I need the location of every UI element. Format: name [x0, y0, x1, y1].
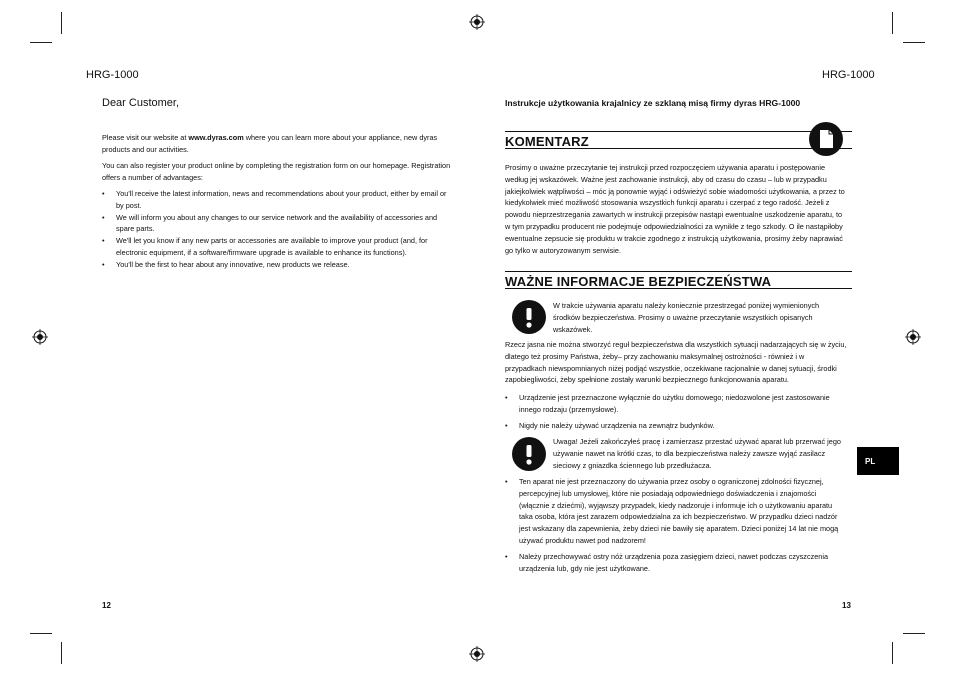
safety-intro: Rzecz jasna nie można stworzyć reguł bezpieczeństwa dla wszystkich sytuacji nadarzających się w życiu, dlatego też prosimy Państwa, żeby– przy zachowaniu maksymalnej ostrożności - również i w przypadkach niewspomnianych niżej podjąć wszystkie, oczekiwane racjonalnie w danej sytuacji, środki zapobiegliwości, żeby spełnione zostały warunki bezpiecznego funkcjonowania aparatu. — [505, 340, 847, 385]
list-item: • You'll be the first to hear about any innovative, new products we release. — [102, 259, 452, 271]
visit-text-post: where you can learn more about your appliance, new dyras products and our activities. — [102, 133, 438, 154]
document-icon — [809, 122, 843, 156]
safety-title: WAŻNE INFORMACJE BEZPIECZEŃSTWA — [505, 271, 852, 289]
crop-mark — [30, 42, 52, 43]
visit-text-pre: Please visit our website at — [102, 133, 189, 142]
advantages-list — [102, 188, 452, 271]
komentarz-text: Prosimy o uważne przeczytanie tej instrukcji przed rozpoczęciem używania aparatu i postępowanie według jej wskazówek. Ważne jest zachowanie instrukcji, aby od czasu do czasu – lub w przypadku jakiejkolwiek wątpliwości – móc ją ponownie wyjąć i odświeżyć sobie wiadomości użytkowania, a przez to kiedykolwiek mieć możliwość stosowania wszystkich funkcji aparatu i czerpać z tego radość. Jeżeli z powodu nieprzestrzegania zawartych w instrukcji przepisów nastąpi ewentualne uszkodzenie aparatu, to w tym przypadku producent nie podejmuje odpowiedzialności za wynikłe z tego szkody. O ile nastąpiłoby ewentualne zepsucie się produktu w trakcie zgodnego z instrukcją użytkowania, prosimy żeby naprawiać go tylko w autoryzowanym serwisie. — [505, 163, 845, 255]
safety-list-a — [505, 392, 843, 431]
list-item: • Należy przechowywać ostry nóż urządzenia poza zasięgiem dzieci, nawet podczas czyszczenia urządzenia lub, gdy nie jest użytkowane. — [505, 551, 843, 575]
safety-warning-1: W trakcie używania aparatu należy koniecznie przestrzegać poniżej wymienionych środków bezpieczeństwa. Prosimy o uważne przeczytanie wszystkich opisanych wskazówek. — [553, 301, 820, 334]
safety-warning-2: Uwaga! Jeżeli zakończyłeś pracę i zamierzasz przestać używać aparat lub przerwać jego używanie nawet na krótki czas, to dla bezpieczeństwa należy zawsze wyjąć zasilacz sieciowy z gniazdka ściennego lub przedłużacza. — [553, 437, 841, 470]
website-link[interactable]: www.dyras.com — [188, 133, 244, 142]
greeting: Dear Customer, — [102, 97, 180, 109]
left-model-label: HRG-1000 — [86, 69, 139, 81]
crop-mark — [892, 642, 893, 664]
crop-mark — [903, 42, 925, 43]
visit-paragraph — [102, 132, 452, 156]
registration-mark-icon — [469, 14, 485, 30]
registration-mark-icon — [469, 646, 485, 662]
crop-mark — [30, 633, 52, 634]
list-item: • Urządzenie jest przeznaczone wyłącznie do użytku domowego; niedozwolone jest zastosowanie innego rodzaju (przemysłowe). — [505, 392, 843, 416]
left-page-number: 12 — [102, 601, 111, 610]
crop-mark — [903, 633, 925, 634]
exclamation-icon — [512, 300, 546, 334]
register-paragraph: You can also register your product online by completing the registration form on our homepage. Registration offers a number of advantages: — [102, 161, 451, 182]
page-heading: Instrukcje użytkowania krajalnicy ze szklaną misą firmy dyras HRG-1000 — [505, 98, 801, 108]
list-item: • We will inform you about any changes to our service network and the availability of accessories and spare parts. — [102, 212, 452, 236]
list-item: • We'll let you know if any new parts or accessories are available to improve your product (and, for electronic equipment, if a software/firmware upgrade is available to enhance its functions). — [102, 235, 452, 259]
registration-mark-icon — [32, 329, 48, 345]
crop-mark — [61, 12, 62, 34]
right-model-label: HRG-1000 — [822, 69, 875, 81]
right-page-number: 13 — [842, 601, 851, 610]
registration-mark-icon — [905, 329, 921, 345]
komentarz-title: KOMENTARZ — [505, 131, 852, 149]
list-item: • Ten aparat nie jest przeznaczony do używania przez osoby o ograniczonej zdolności fizycznej, percepcyjnej lub umysłowej, które nie posiadają odpowiedniego doświadczenia i znajomości (włącznie z dziećmi), wyjąwszy przypadek, kiedy nadzoruje i informuje ich o użytkowaniu aparatu taka osoba, która jest zarazem odpowiedzialna za ich bezpieczeństwo. W przypadku dzieci nadzór jest wskazany dla zapewnienia, żeby dzieci nie bawiły się aparatem. Dzieci poniżej 14 lat nie mogą używać produktu nawet pod nadzorem! — [505, 476, 843, 547]
crop-mark — [61, 642, 62, 664]
safety-list-b — [505, 476, 843, 574]
exclamation-icon — [512, 437, 546, 471]
list-item: • Nigdy nie należy używać urządzenia na zewnątrz budynków. — [505, 420, 843, 432]
language-tab: PL — [857, 447, 899, 475]
crop-mark — [892, 12, 893, 34]
list-item: • You'll receive the latest information, news and recommendations about your product, either by email or by post. — [102, 188, 452, 212]
